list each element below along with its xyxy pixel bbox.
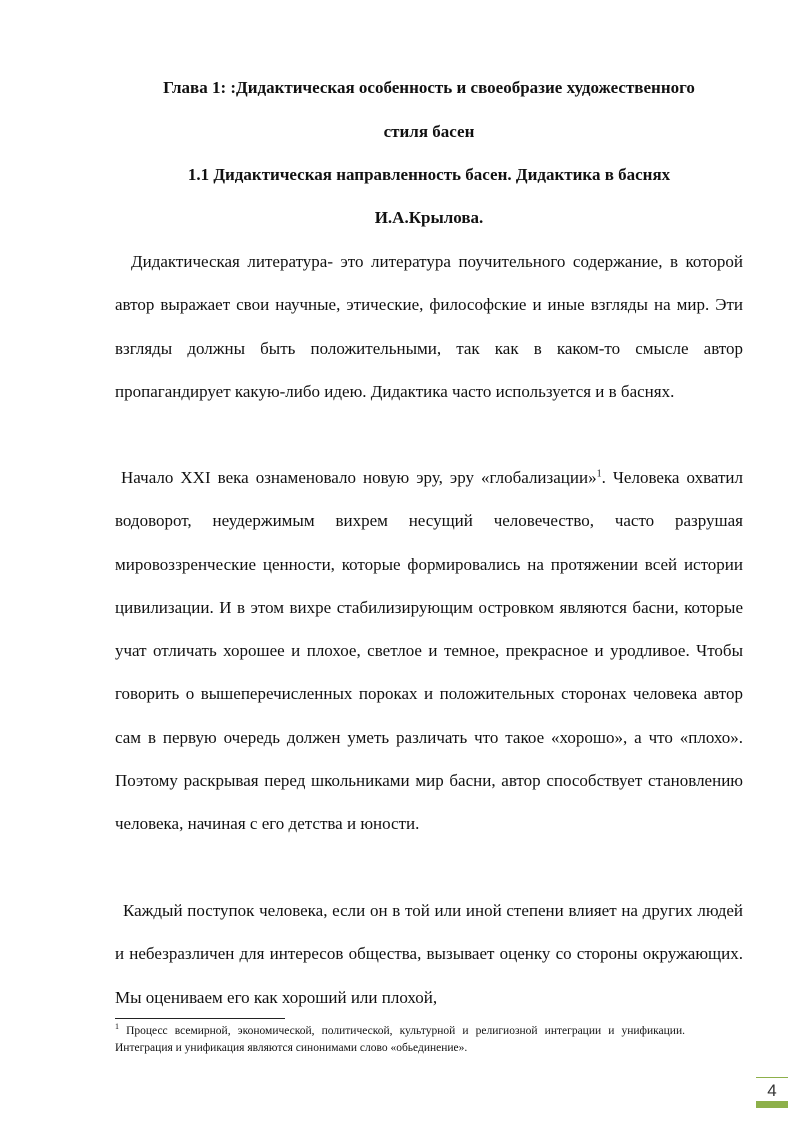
paragraph-didactic-literature: Дидактическая литература- это литература поучительного содержание, в которой автор выражает свои научные, этические, философские и иные взгляды на мир. Эти взгляды должны быть положительными, так как в каком-то смысле автор пропагандирует какую-либо идею. Дидактика часто используется и в баснях. <box>115 252 743 401</box>
footnote-divider <box>115 1018 285 1019</box>
page-number-top-line <box>756 1077 788 1078</box>
page-number: 4 <box>767 1081 777 1100</box>
chapter-title-line-1: Глава 1: :Дидактическая особенность и своеобразие художественного <box>163 78 695 97</box>
chapter-title-line-2: стиля басен <box>383 122 475 141</box>
footnote-reference[interactable]: 1 <box>596 468 602 480</box>
footnote-mark: 1 <box>115 1022 119 1032</box>
paragraph-human-action: Каждый поступок человека, если он в той или иной степени влияет на других людей и небезразличен для интересов общества, вызывает оценку со стороны окружающих. Мы оцениваем его как хороший или плохой, <box>115 901 743 1007</box>
page-number-accent-bar <box>756 1101 788 1108</box>
footnote-text: Процесс всемирной, экономической, политической, культурной и религиозной интеграции и унификации. Интеграция и унификация являются синонимами слово «обьединение». <box>115 1025 685 1054</box>
page-number-badge <box>756 1077 788 1109</box>
section-title-line-2: И.А.Крылова. <box>374 208 484 227</box>
section-title-line-1: 1.1 Дидактическая направленность басен. Дидактика в баснях <box>187 165 671 184</box>
paragraph-text-end: . Человека охватил водоворот, неудержимым вихрем несущий человечество, часто разрушая мировоззренческие ценности, которые формировались на протяжении всей истории цивилизации. И в этом вихре стабилизирующим островком являются басни, которые учат отличать хорошее и плохое, светлое и темное, прекрасное и уродливое. Чтобы говорить о вышеперечисленных пороках и положительных сторонах человека автор сам в первую очередь должен уметь различать что такое «хорошо», а что «плохо». Поэтому раскрывая перед школьниками мир басни, автор способствует становлению человека, начиная с его детства и юности. <box>115 468 744 834</box>
paragraph-globalization <box>115 456 743 846</box>
paragraph-text-start: Начало XXI века ознаменовало новую эру, эру «глобализации» <box>121 468 597 487</box>
footnote <box>115 1023 685 1057</box>
